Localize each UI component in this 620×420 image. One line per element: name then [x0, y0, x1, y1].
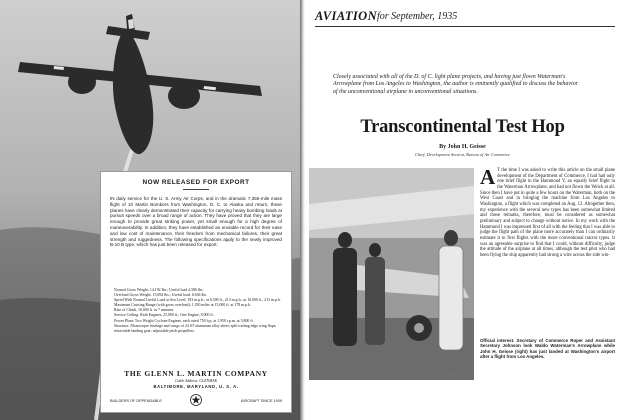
author-title: Chief, Development Section, Bureau of Air Commerce — [415, 152, 510, 157]
magazine-name: AVIATION — [315, 9, 378, 23]
article-body — [480, 165, 615, 259]
ad-divider — [183, 189, 209, 190]
ad-body-text: IN daily service for the U. S. Army Air Corps, and in the dramatic 7,355-mile mass flight of 10 Martin Bombers from Washington, D. C. to Alaska and return, these planes have clearly demonstrated their capacity for carrying heavy bombing loads at pursuit speeds over a broad range of action. They have proved that they are large enough to provide great striking power, yet small enough for a high degree of maneuverability. In addition, they have established an enviable record for their ease and low cost of maintenance, their freedom from mechanical failures, their great strength and ruggedness. The following specifications apply to the newly improved B-10 B type, which has just been released for export: — [110, 196, 282, 248]
martin-advertisement-page — [0, 0, 300, 420]
photo-credit: AVIAT. — [449, 372, 460, 376]
ad-location: BALTIMORE, MARYLAND, U. S. A. — [153, 384, 239, 389]
ad-spec-line: Overload Gross Weight, 15,894 lbs.; Useful load, 6,636 lbs. — [114, 293, 207, 298]
ad-cable-address: Cable Address: GLENMAR — [175, 379, 217, 383]
article-intro: Closely associated with all of the D. of C. light plane projects, and having just flown Waterman's Arrowplane from Los Angeles to Washington, the author is eminently qualified to discuss the behavior of the unconventional airplane in unconventional situations. — [333, 74, 579, 95]
ad-specifications — [114, 288, 282, 334]
martin-star-logo-icon — [190, 394, 202, 406]
ad-spec-line: Speed With Normal Useful Load at Sea Level, 193 m.p.h.; at 6,500 ft., 213 m.p.h.; at 10,000 ft., 213 m.p.h. — [114, 298, 281, 303]
ad-spec-line: Service Ceiling: Both Engines, 25,000 ft.; One Engine, 8,000 ft. — [114, 313, 214, 318]
ad-spec-line: Rate of Climb, 10,000 ft. in 7 minutes. — [114, 308, 175, 313]
article-byline: By John H. Geisse — [439, 144, 486, 150]
ad-footer-left: BUILDERS OF DEPENDABLE — [110, 399, 162, 403]
ad-spec-line: Structure: Monocoque fuselage and wings of 24 ST aluminum alloy sheet; split trailing edge wing flaps; retractable landing gear; adjustable pitch propellers. — [114, 323, 277, 333]
ad-spec-line: Maximum Cruising Range (with gross overload), 1,350 miles at 15,000 ft. at 178 m.p.h. — [114, 303, 252, 308]
airport-group-photo — [309, 168, 474, 380]
ad-footer-right: AIRCRAFT SINCE 1909 — [240, 399, 282, 403]
article-page — [305, 0, 620, 420]
article-title: Transcontinental Test Hop — [360, 117, 565, 137]
running-header — [315, 8, 615, 27]
ad-text-panel — [101, 172, 291, 412]
ad-spec-line: Power Plant: Two Wright Cyclone Engines, each rated 750 h.p. at 1,950 r.p.m. at 5,800 ft. — [114, 318, 254, 323]
article-body-text: T the time I was asked to write this article on the small plane development of the Department of Commerce, I had had only one brief flight in the Hammond Y, an equally brief flight in the Waterman Arrowplane, and had not flown the Weick at all. Since then I have put in quite a few hours on the Waterman, both on the West Coast and in bringing the machine from Los Angeles to Washington, a flight which was completed on Aug. 12. Altogether then, my experience with the several new types has been somewhat limited and those remarks, therefore, must be considered as somewhat preliminary and subject to change without notice. In my work with the Hammond I was impressed first of all with the feeling that I was able to judge the flight path of the plane more accurately than I can ordinarily estimate it in first flights with the more conventional tractor types. It was an agreeable surprise to find that I could, without difficulty, judge the attitude of the airplane at all times, although the test pilot who had been flying the ship apparently had strong a wire across the side win- — [480, 168, 615, 258]
drop-cap: A — [480, 165, 496, 189]
ad-headline: NOW RELEASED FOR EXPORT — [142, 179, 250, 186]
ad-spec-line: Normal Gross Weight, 14,192 lbs.; Useful load 4,586 lbs. — [114, 288, 204, 292]
ad-company-name: THE GLENN L. MARTIN COMPANY — [124, 369, 268, 378]
issue-date: for September, 1935 — [377, 11, 458, 22]
photo-caption-text: Official interest. Secretary of Commerce Roper and Assistant Secretary Johnson look Waldo Waterman's Arrowplane while John H. Geisse (right) has just landed at Washington's airport after a flight from Los Angeles. — [480, 338, 615, 359]
airport-group-photo-image — [309, 168, 474, 380]
